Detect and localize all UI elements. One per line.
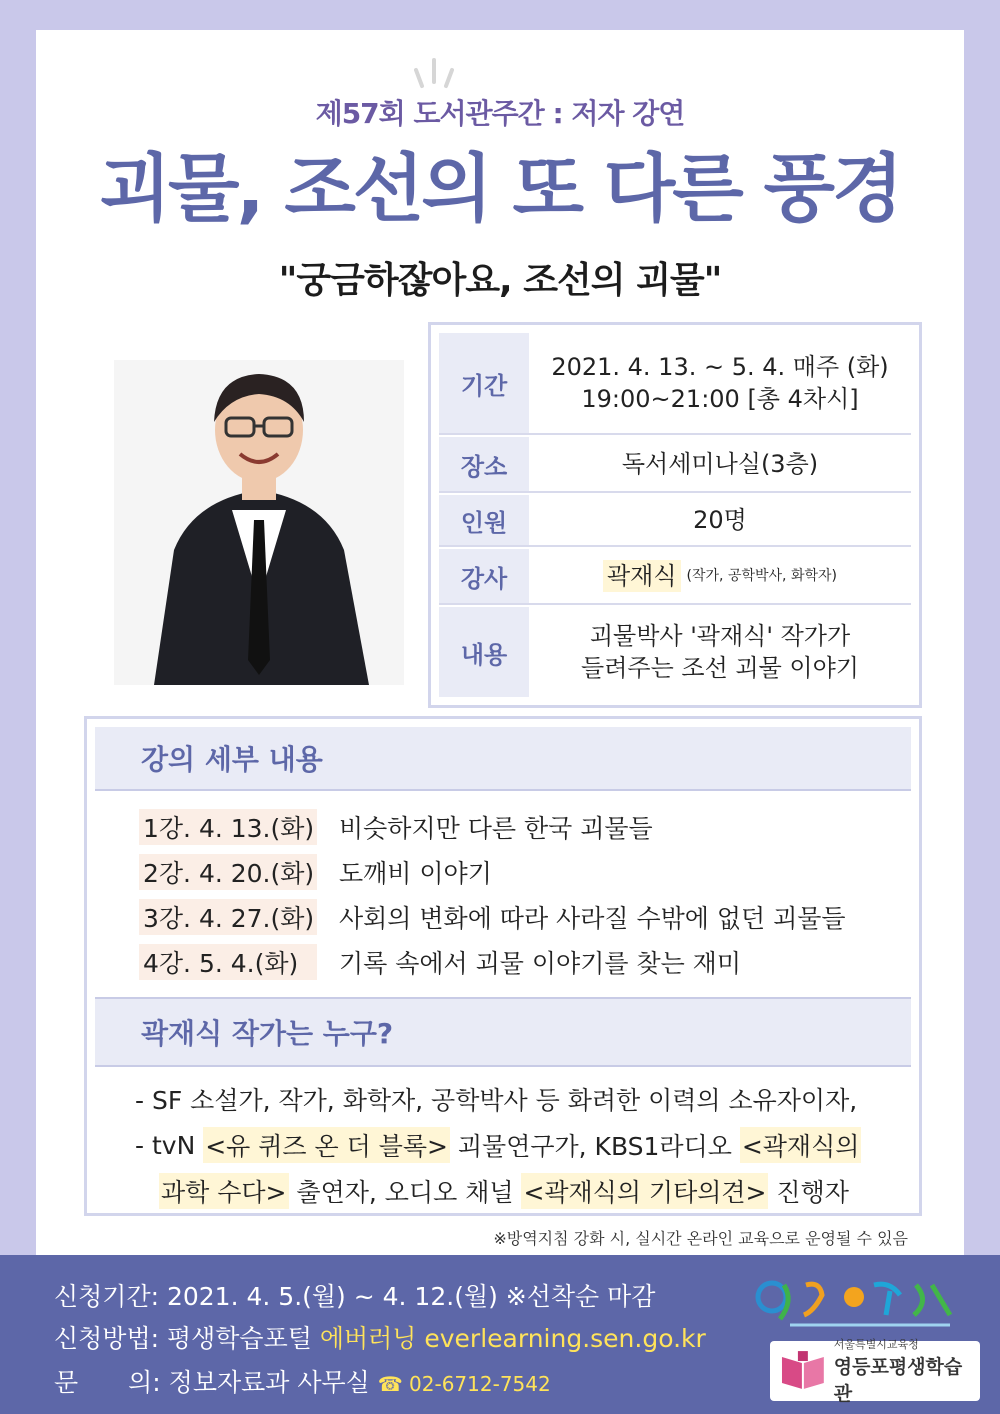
campaign-logo-icon xyxy=(750,1271,980,1333)
lecturer-portrait-image xyxy=(114,360,404,685)
everlearning-link[interactable]: 에버러닝 everlearning.sen.go.kr xyxy=(319,1324,706,1353)
period-line-1: 2021. 4. 13. ~ 5. 4. 매주 (화) xyxy=(551,352,889,381)
institution-name xyxy=(834,1336,980,1406)
lecture-details-box xyxy=(84,716,922,1216)
book-icon xyxy=(778,1349,828,1393)
list-item xyxy=(139,807,653,847)
content-line-1: 괴물박사 '곽재식' 작가가 xyxy=(589,621,851,650)
lecture-title: 도깨비 이야기 xyxy=(339,859,492,888)
list-item xyxy=(139,897,846,937)
info-label-period: 기간 xyxy=(439,333,529,433)
author-heading: 곽재식 작가는 누구? xyxy=(95,997,911,1067)
lecture-details-heading: 강의 세부 내용 xyxy=(95,727,911,791)
footer xyxy=(0,1255,1000,1414)
bio-highlight: <곽재식의 기타의견> xyxy=(521,1173,768,1209)
office-name: 서울특별시교육청 xyxy=(833,1338,919,1351)
lecturer-description: (작가, 공학박사, 화학자) xyxy=(686,567,837,584)
bio-text: - tvN xyxy=(135,1130,204,1160)
lecturer-name: 곽재식 xyxy=(603,560,681,592)
info-row-lecturer xyxy=(439,549,911,605)
event-info-table xyxy=(428,322,922,708)
info-value-place: 독서세미나실(3층) xyxy=(621,449,819,478)
poster-sheet xyxy=(36,30,964,1255)
lecturer-photo xyxy=(114,360,404,685)
author-bio-line-2 xyxy=(135,1123,861,1167)
page-title: 괴물, 조선의 또 다른 풍경 xyxy=(99,146,901,232)
info-label-content: 내용 xyxy=(439,607,529,697)
info-label-place: 장소 xyxy=(439,437,529,491)
info-value-content xyxy=(529,607,911,697)
bio-text: 진행자 xyxy=(768,1178,849,1207)
info-value-period xyxy=(529,333,911,433)
lecture-title: 사회의 변화에 따라 사라질 수밖에 없던 괴물들 xyxy=(339,904,846,933)
lecture-date: 4강. 5. 4.(화) xyxy=(139,944,317,980)
quote-heading: "궁금하잖아요, 조선의 괴물" xyxy=(278,260,722,301)
info-label-capacity: 인원 xyxy=(439,495,529,545)
bio-highlight: <곽재식의 xyxy=(740,1127,862,1163)
lecture-date: 2강. 4. 20.(화) xyxy=(139,854,317,890)
bio-text: 출연자, 오디오 채널 xyxy=(288,1178,522,1207)
list-item xyxy=(139,942,741,982)
spark-icon xyxy=(414,56,454,96)
lecture-date: 3강. 4. 27.(화) xyxy=(139,899,317,935)
center-name: 영등포평생학습관 xyxy=(833,1356,963,1405)
info-row-content xyxy=(439,607,911,697)
apply-period: 신청기간: 2021. 4. 5.(월) ~ 4. 12.(월) ※선착순 마감 xyxy=(54,1282,656,1311)
info-label-lecturer: 강사 xyxy=(439,549,529,603)
bio-text: 괴물연구가, KBS1라디오 xyxy=(449,1132,740,1161)
info-value-lecturer xyxy=(529,549,911,603)
inquiry xyxy=(54,1363,551,1399)
bio-highlight: <유 퀴즈 온 더 블록> xyxy=(203,1127,450,1163)
lecture-title: 비슷하지만 다른 한국 괴물들 xyxy=(339,814,653,843)
period-line-2: 19:00~21:00 [총 4차시] xyxy=(581,385,859,413)
info-row-period xyxy=(439,333,911,435)
info-value-capacity: 20명 xyxy=(693,505,747,534)
info-row-capacity xyxy=(439,495,911,547)
author-bio-line-1: - SF 소설가, 작가, 화학자, 공학박사 등 화려한 이력의 소유자이자, xyxy=(135,1086,858,1115)
apply-method-label: 신청방법: 평생학습포털 xyxy=(54,1324,320,1353)
inquiry-label: 문 의: 정보자료과 사무실 xyxy=(54,1368,378,1397)
apply-method xyxy=(54,1319,706,1355)
content-line-2: 들려주는 조선 괴물 이야기 xyxy=(581,654,859,682)
bio-highlight: 과학 수다> xyxy=(159,1173,289,1209)
list-item xyxy=(139,852,492,892)
notice-text: ※방역지침 강화 시, 실시간 온라인 교육으로 운영될 수 있음 xyxy=(493,1229,908,1248)
phone-number: ☎ 02-6712-7542 xyxy=(377,1372,551,1396)
institution-logo xyxy=(770,1338,980,1405)
lecture-date: 1강. 4. 13.(화) xyxy=(139,809,317,845)
info-row-place xyxy=(439,437,911,493)
author-bio-line-3 xyxy=(159,1169,849,1213)
lecture-title: 기록 속에서 괴물 이야기를 찾는 재미 xyxy=(339,949,741,978)
event-subtitle: 제57회 도서관주간 : 저자 강연 xyxy=(315,97,685,130)
